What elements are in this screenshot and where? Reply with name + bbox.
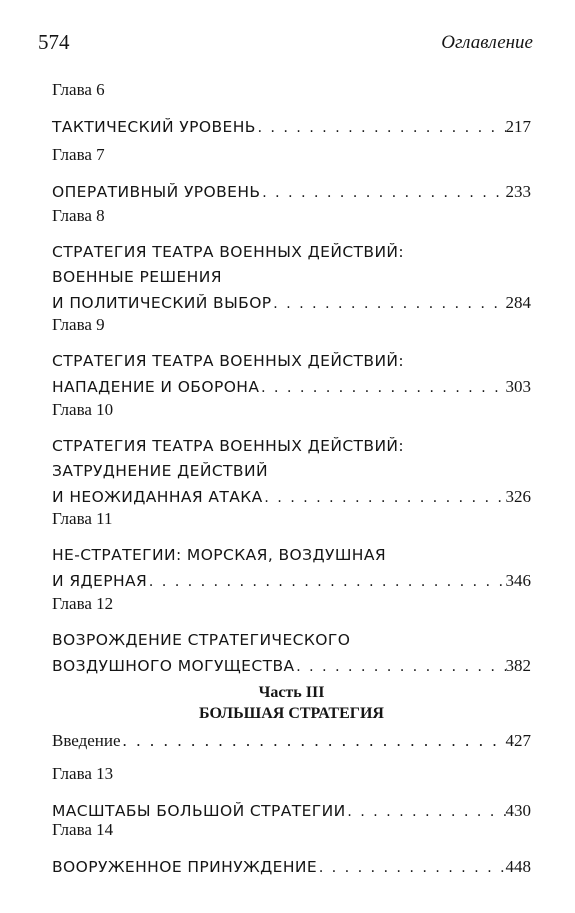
- page-header: [38, 30, 533, 60]
- leader-dots: [260, 180, 505, 205]
- chapter-title: ВОЕННЫЕ РЕШЕНИЯ: [52, 268, 222, 286]
- leader-dots: [121, 728, 506, 753]
- page-ref: 427: [505, 731, 531, 750]
- leader-dots: [317, 855, 505, 880]
- chapter-title: ВОЗРОЖДЕНИЕ СТРАТЕГИЧЕСКОГО: [52, 631, 351, 649]
- leader-dots: [263, 485, 506, 510]
- toc-entry[interactable]: [52, 400, 531, 510]
- chapter-title-line: [52, 568, 531, 594]
- page-ref: 430: [505, 801, 531, 820]
- chapter-title-line: [52, 854, 531, 880]
- page-ref: 346: [505, 571, 531, 590]
- chapter-title: СТРАТЕГИЯ ТЕАТРА ВОЕННЫХ ДЕЙСТВИЙ:: [52, 437, 405, 455]
- chapter-label: Глава 6: [52, 80, 105, 99]
- chapter-label: Глава 12: [52, 594, 114, 613]
- leader-dots: [256, 115, 506, 140]
- toc-entry-introduction[interactable]: [52, 728, 531, 753]
- chapter-title: НАПАДЕНИЕ И ОБОРОНА: [52, 378, 260, 396]
- chapter-title-line: [52, 290, 531, 316]
- toc-entry[interactable]: [52, 509, 531, 594]
- toc-entry[interactable]: [52, 145, 531, 205]
- chapter-label: Глава 7: [52, 145, 105, 164]
- chapter-label: Глава 10: [52, 400, 114, 419]
- leader-dots: [294, 654, 505, 679]
- chapter-title: ТАКТИЧЕСКИЙ УРОВЕНЬ: [52, 118, 256, 136]
- page-ref: 382: [505, 656, 531, 675]
- page-ref: 326: [505, 487, 531, 506]
- page-ref: 303: [505, 377, 531, 396]
- chapter-label: Глава 9: [52, 315, 105, 334]
- toc-entry[interactable]: [52, 820, 531, 880]
- chapter-title: СТРАТЕГИЯ ТЕАТРА ВОЕННЫХ ДЕЙСТВИЙ:: [52, 243, 405, 261]
- running-title: Оглавление: [441, 32, 533, 53]
- chapter-title: И ЯДЕРНАЯ: [52, 572, 148, 590]
- chapter-title: ЗАТРУДНЕНИЕ ДЕЙСТВИЙ: [52, 462, 268, 480]
- introduction-title: Введение: [52, 731, 121, 750]
- chapter-title-line: [52, 114, 531, 140]
- part-label: Часть III: [258, 684, 325, 701]
- chapter-label: Глава 11: [52, 509, 113, 528]
- leader-dots: [272, 291, 506, 316]
- chapter-label: Глава 14: [52, 820, 114, 839]
- chapter-title-line: [52, 653, 531, 679]
- chapter-title: СТРАТЕГИЯ ТЕАТРА ВОЕННЫХ ДЕЙСТВИЙ:: [52, 352, 405, 370]
- leader-dots: [259, 375, 505, 400]
- chapter-title: И ПОЛИТИЧЕСКИЙ ВЫБОР: [52, 294, 272, 312]
- toc-entry[interactable]: [52, 315, 531, 400]
- page-ref: 233: [505, 182, 531, 201]
- part-heading: [52, 683, 531, 725]
- page-ref: 448: [505, 857, 531, 876]
- chapter-title: ВОЗДУШНОГО МОГУЩЕСТВА: [52, 657, 295, 675]
- chapter-title: ОПЕРАТИВНЫЙ УРОВЕНЬ: [52, 183, 261, 201]
- page-ref: 217: [505, 117, 531, 136]
- chapter-label: Глава 13: [52, 764, 114, 783]
- chapter-title: НЕ-СТРАТЕГИИ: МОРСКАЯ, ВОЗДУШНАЯ: [52, 546, 387, 564]
- toc-entry[interactable]: [52, 80, 531, 140]
- toc-entry[interactable]: [52, 206, 531, 316]
- toc-entry[interactable]: [52, 764, 531, 824]
- chapter-title-line: [52, 374, 531, 400]
- page-ref: 284: [505, 293, 531, 312]
- toc-entry[interactable]: [52, 594, 531, 679]
- chapter-label: Глава 8: [52, 206, 105, 225]
- chapter-title: ВООРУЖЕННОЕ ПРИНУЖДЕНИЕ: [52, 858, 318, 876]
- leader-dots: [147, 569, 505, 594]
- part-title: БОЛЬШАЯ СТРАТЕГИЯ: [199, 705, 384, 722]
- chapter-title-line: [52, 484, 531, 510]
- page-number: 574: [38, 30, 70, 54]
- chapter-title-line: [52, 179, 531, 205]
- chapter-title: МАСШТАБЫ БОЛЬШОЙ СТРАТЕГИИ: [52, 802, 346, 820]
- chapter-title: И НЕОЖИДАННАЯ АТАКА: [52, 488, 263, 506]
